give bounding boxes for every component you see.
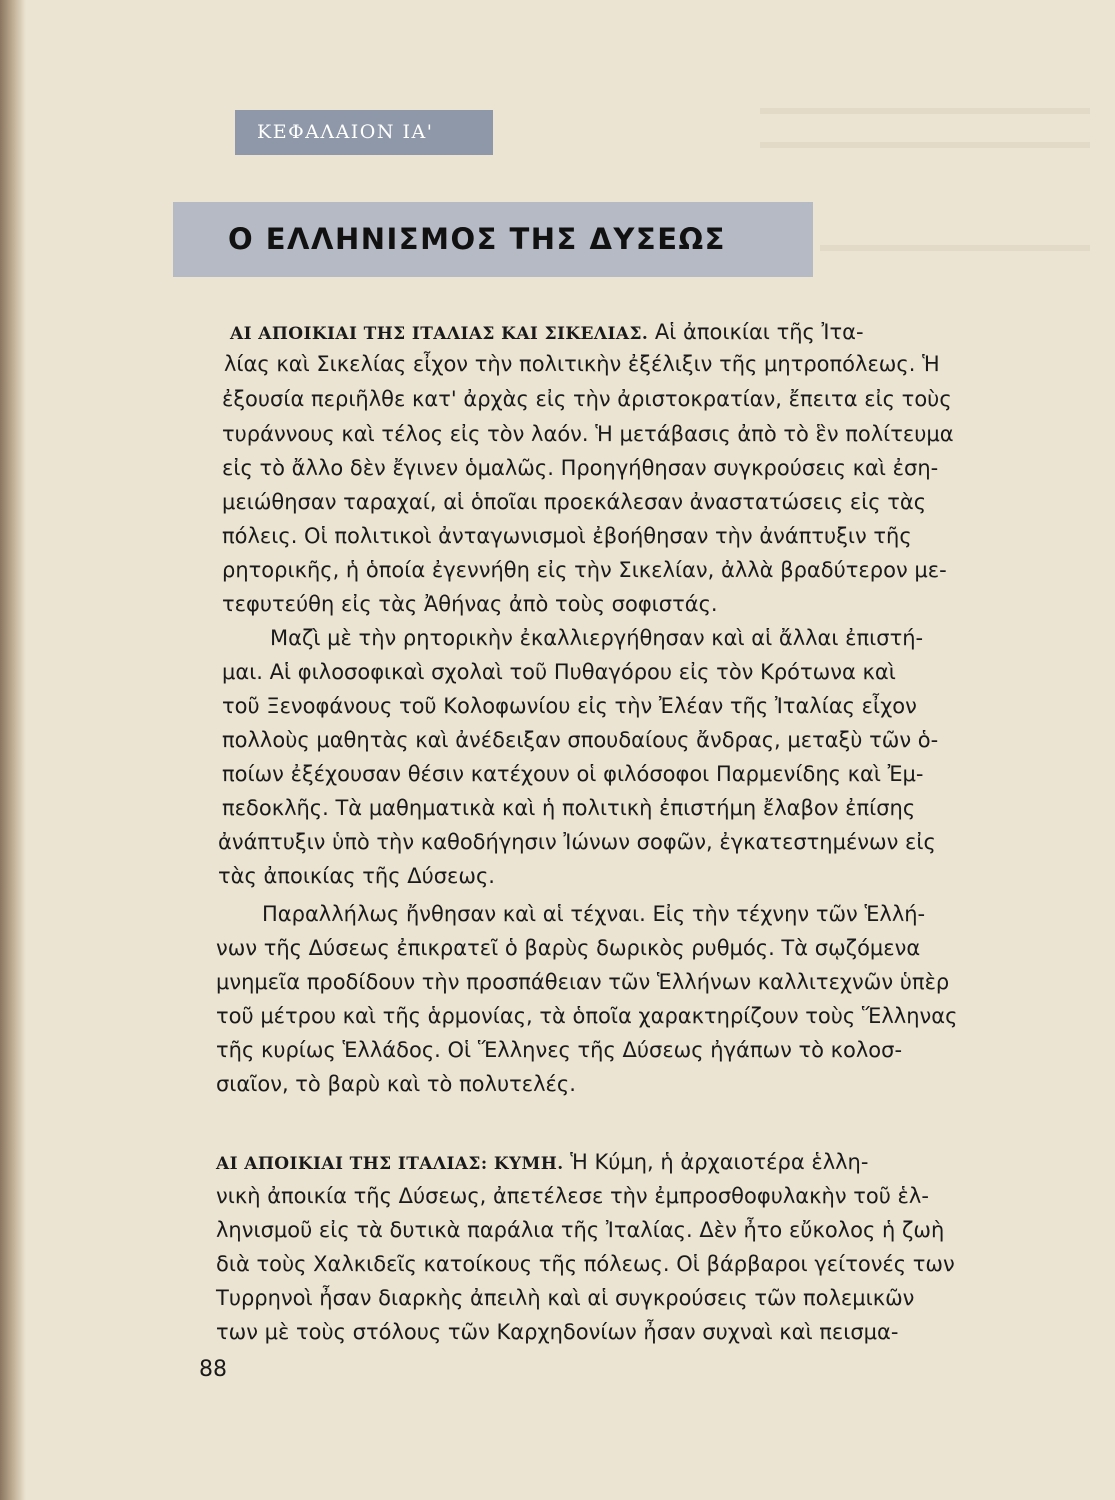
text-line: των μὲ τοὺς στόλους τῶν Καρχηδονίων ἦσαν συχναὶ καὶ πεισμα- <box>216 1320 899 1344</box>
text-line: διὰ τοὺς Χαλκιδεῖς κατοίκους τῆς πόλεως. Οἱ βάρβαροι γείτονές των <box>216 1252 955 1276</box>
text-line: εἰς τὸ ἄλλο δὲν ἔγινεν ὁμαλῶς. Προηγήθησαν συγκρούσεις καὶ ἐση- <box>222 456 939 480</box>
text-line: ρητορικῆς, ἡ ὁποία ἐγεννήθη εἰς τὴν Σικελίαν, ἀλλὰ βραδύτερον με- <box>222 558 947 582</box>
text-line: πόλεις. Οἱ πολιτικοὶ ἀνταγωνισμοὶ ἐβοήθησαν τὴν ἀνάπτυξιν τῆς <box>222 524 912 548</box>
text-line: μειώθησαν ταραχαί, αἱ ὁποῖαι προεκάλεσαν ἀναστατώσεις εἰς τὰς <box>222 490 927 514</box>
text-line: τὰς ἀποικίας τῆς Δύσεως. <box>218 864 495 888</box>
text-line: ληνισμοῦ εἰς τὰ δυτικὰ παράλια τῆς Ἰταλίας. Δὲν ἦτο εὔκολος ἡ ζωὴ <box>216 1218 945 1242</box>
bleed-through-texture <box>820 245 1090 251</box>
text-line: Παραλλήλως ἤνθησαν καὶ αἱ τέχναι. Εἰς τὴν τέχνην τῶν Ἑλλή- <box>262 902 926 926</box>
text-line: πεδοκλῆς. Τὰ μαθηματικὰ καὶ ἡ πολιτικὴ ἐπιστήμη ἔλαβον ἐπίσης <box>222 796 916 820</box>
text-line: τοῦ Ξενοφάνους τοῦ Κολοφωνίου εἰς τὴν Ἐλέαν τῆς Ἰταλίας εἶχον <box>222 694 917 718</box>
section-heading-line <box>230 318 864 348</box>
text-line: ἀνάπτυξιν ὑπὸ τὴν καθοδήγησιν Ἰώνων σοφῶν, ἐγκατεστημένων εἰς <box>218 830 936 854</box>
text-line: νων τῆς Δύσεως ἐπικρατεῖ ὁ βαρὺς δωρικὸς ρυθμός. Τὰ σῳζόμενα <box>216 936 921 960</box>
text-line: ποίων ἐξέχουσαν θέσιν κατέχουν οἱ φιλόσοφοι Παρμενίδης καὶ Ἐμ- <box>222 762 924 786</box>
text-line: πολλοὺς μαθητὰς καὶ ἀνέδειξαν σπουδαίους ἄνδρας, μεταξὺ τῶν ὁ- <box>222 728 939 752</box>
text-line: τῆς κυρίως Ἑλλάδος. Οἱ Ἕλληνες τῆς Δύσεως ἠγάπων τὸ κολοσ- <box>216 1038 903 1062</box>
chapter-label: ΚΕΦΑΛΑΙΟΝ ΙΑ' <box>235 110 493 155</box>
page-number: 88 <box>199 1357 227 1382</box>
text-line: μαι. Αἱ φιλοσοφικαὶ σχολαὶ τοῦ Πυθαγόρου εἰς τὸν Κρότωνα καὶ <box>222 660 896 684</box>
heading-tail-text: Αἱ ἀποικίαι τῆς Ἰτα- <box>654 320 864 344</box>
text-line: μνημεῖα προδίδουν τὴν προσπάθειαν τῶν Ἑλλήνων καλλιτεχνῶν ὑπὲρ <box>216 970 950 994</box>
binding-shadow <box>0 0 26 1500</box>
section-heading-line <box>216 1148 868 1178</box>
text-line: τυράννους καὶ τέλος εἰς τὸν λαόν. Ἡ μετάβασις ἀπὸ τὸ ἓν πολίτευμα <box>222 422 954 446</box>
section-heading: ΑΙ ΑΠΟΙΚΙΑΙ ΤΗΣ ΙΤΑΛΙΑΣ: ΚΥΜΗ. <box>216 1154 564 1174</box>
section-heading: ΑΙ ΑΠΟΙΚΙΑΙ ΤΗΣ ΙΤΑΛΙΑΣ ΚΑΙ ΣΙΚΕΛΙΑΣ. <box>230 324 649 344</box>
text-line: τεφυτεύθη εἰς τὰς Ἀθήνας ἀπὸ τοὺς σοφιστάς. <box>222 592 718 616</box>
text-line: Τυρρηνοὶ ἦσαν διαρκὴς ἀπειλὴ καὶ αἱ συγκρούσεις τῶν πολεμικῶν <box>216 1286 915 1310</box>
bleed-through-texture <box>760 142 1090 148</box>
text-line: λίας καὶ Σικελίας εἶχον τὴν πολιτικὴν ἐξέλιξιν τῆς μητροπόλεως. Ἡ <box>224 352 940 376</box>
heading-tail-text: Ἡ Κύμη, ἡ ἀρχαιοτέρα ἑλλη- <box>570 1150 869 1174</box>
bleed-through-texture <box>760 108 1090 114</box>
text-line: Μαζὶ μὲ τὴν ρητορικὴν ἐκαλλιεργήθησαν καὶ αἱ ἄλλαι ἐπιστή- <box>270 626 924 650</box>
text-line: τοῦ μέτρου καὶ τῆς ἁρμονίας, τὰ ὁποῖα χαρακτηρίζουν τοὺς Ἕλληνας <box>216 1004 958 1028</box>
text-line: σιαῖον, τὸ βαρὺ καὶ τὸ πολυτελές. <box>216 1072 576 1096</box>
text-line: νικὴ ἀποικία τῆς Δύσεως, ἀπετέλεσε τὴν ἐμπροσθοφυλακὴν τοῦ ἑλ- <box>216 1184 929 1208</box>
chapter-title: Ο ΕΛΛΗΝΙΣΜΟΣ ΤΗΣ ΔΥΣΕΩΣ <box>228 222 726 256</box>
text-line: ἐξουσία περιῆλθε κατ' ἀρχὰς εἰς τὴν ἀριστοκρατίαν, ἔπειτα εἰς τοὺς <box>222 387 952 411</box>
